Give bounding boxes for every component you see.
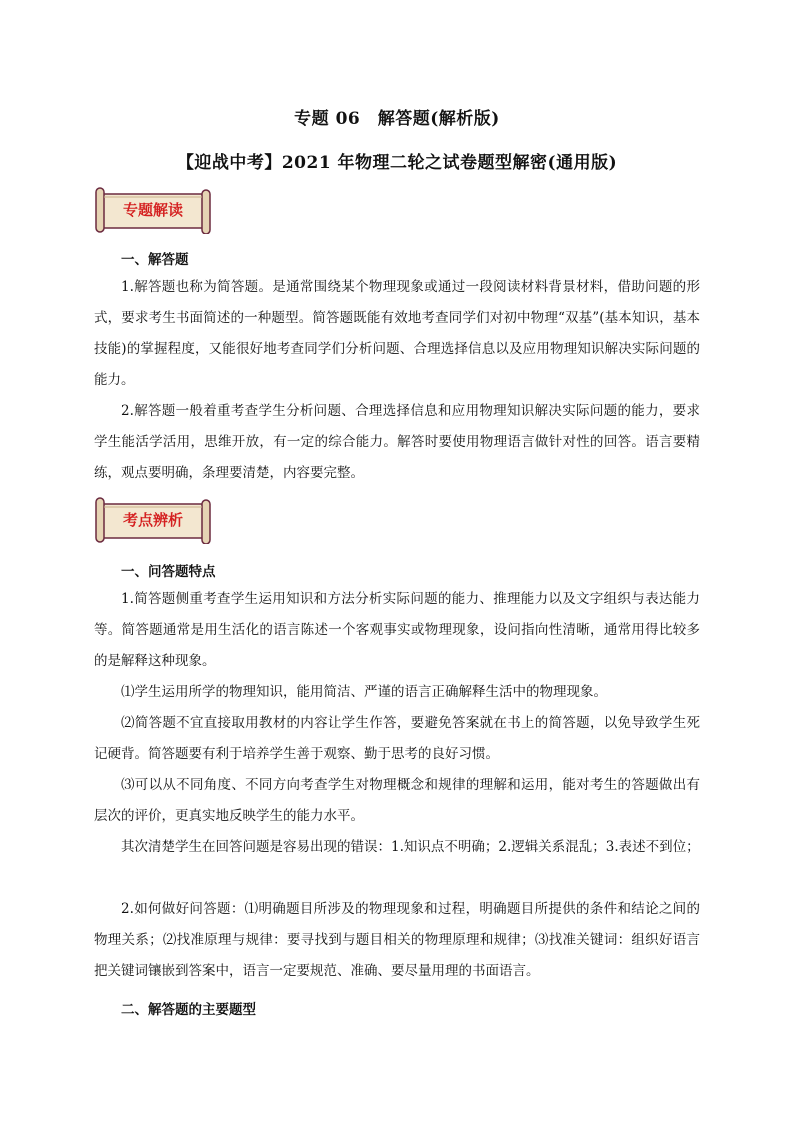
paragraph: ⑴学生运用所学的物理知识，能用简洁、严谨的语言正确解释生活中的物理现象。 — [121, 684, 607, 700]
banner-label: 考点辨析 — [122, 511, 183, 529]
section-heading: 一、解答题 — [121, 252, 189, 268]
page-subtitle: 【迎战中考】2021 年物理二轮之试卷题型解密(通用版) — [176, 153, 618, 173]
paragraph: ⑵简答题不宜直接取用教材的内容让学生作答，要避免答案就在书上的简答题，以免导致学生死记硬背。简答题要有利于培养学生善于观察、勤于思考的良好习惯。 — [94, 715, 700, 762]
paragraph: 2.解答题一般着重考查学生分析问题、合理选择信息和应用物理知识解决实际问题的能力，要求学生能活学活用，思维开放，有一定的综合能力。解答时要使用物理语言做针对性的回答。语言要精练，观点要明确，条理要清楚，内容要完整。 — [94, 403, 700, 481]
banner-label: 专题解读 — [122, 201, 183, 219]
paragraph: 其次清楚学生在回答问题是容易出现的错误：1.知识点不明确；2.逻辑关系混乱；3.表述不到位； — [121, 839, 700, 855]
scroll-banner-analysis — [92, 496, 214, 544]
paragraph: 1.解答题也称为简答题。是通常围绕某个物理现象或通过一段阅读材料背景材料，借助问题的形式，要求考生书面简述的一种题型。简答题既能有效地考查同学们对初中物理“双基”(基本知识，基本技能)的掌握程度，又能很好地考查同学们分析问题、合理选择信息以及应用物理知识解决实际问题的能力。 — [94, 279, 700, 388]
paragraph: 1.简答题侧重考查学生运用知识和方法分析实际问题的能力、推理能力以及文字组织与表达能力等。简答题通常是用生活化的语言陈述一个客观事实或物理现象，设问指向性清晰，通常用得比较多的是解释这种现象。 — [94, 591, 700, 669]
paragraph: ⑶可以从不同角度、不同方向考查学生对物理概念和规律的理解和运用，能对考生的答题做出有层次的评价，更真实地反映学生的能力水平。 — [94, 777, 700, 824]
scroll-banner-topic — [92, 186, 214, 234]
paragraph: 2.如何做好问答题：⑴明确题目所涉及的物理现象和过程，明确题目所提供的条件和结论之间的物理关系；⑵找准原理与规律：要寻找到与题目相关的物理原理和规律；⑶找准关键词：组织好语言把关键词镶嵌到答案中，语言一定要规范、准确、要尽量用理的书面语言。 — [94, 901, 700, 979]
section-heading: 二、解答题的主要题型 — [121, 1002, 256, 1018]
page-title: 专题 06 解答题(解析版) — [294, 109, 500, 129]
section-heading: 一、问答题特点 — [121, 564, 216, 580]
